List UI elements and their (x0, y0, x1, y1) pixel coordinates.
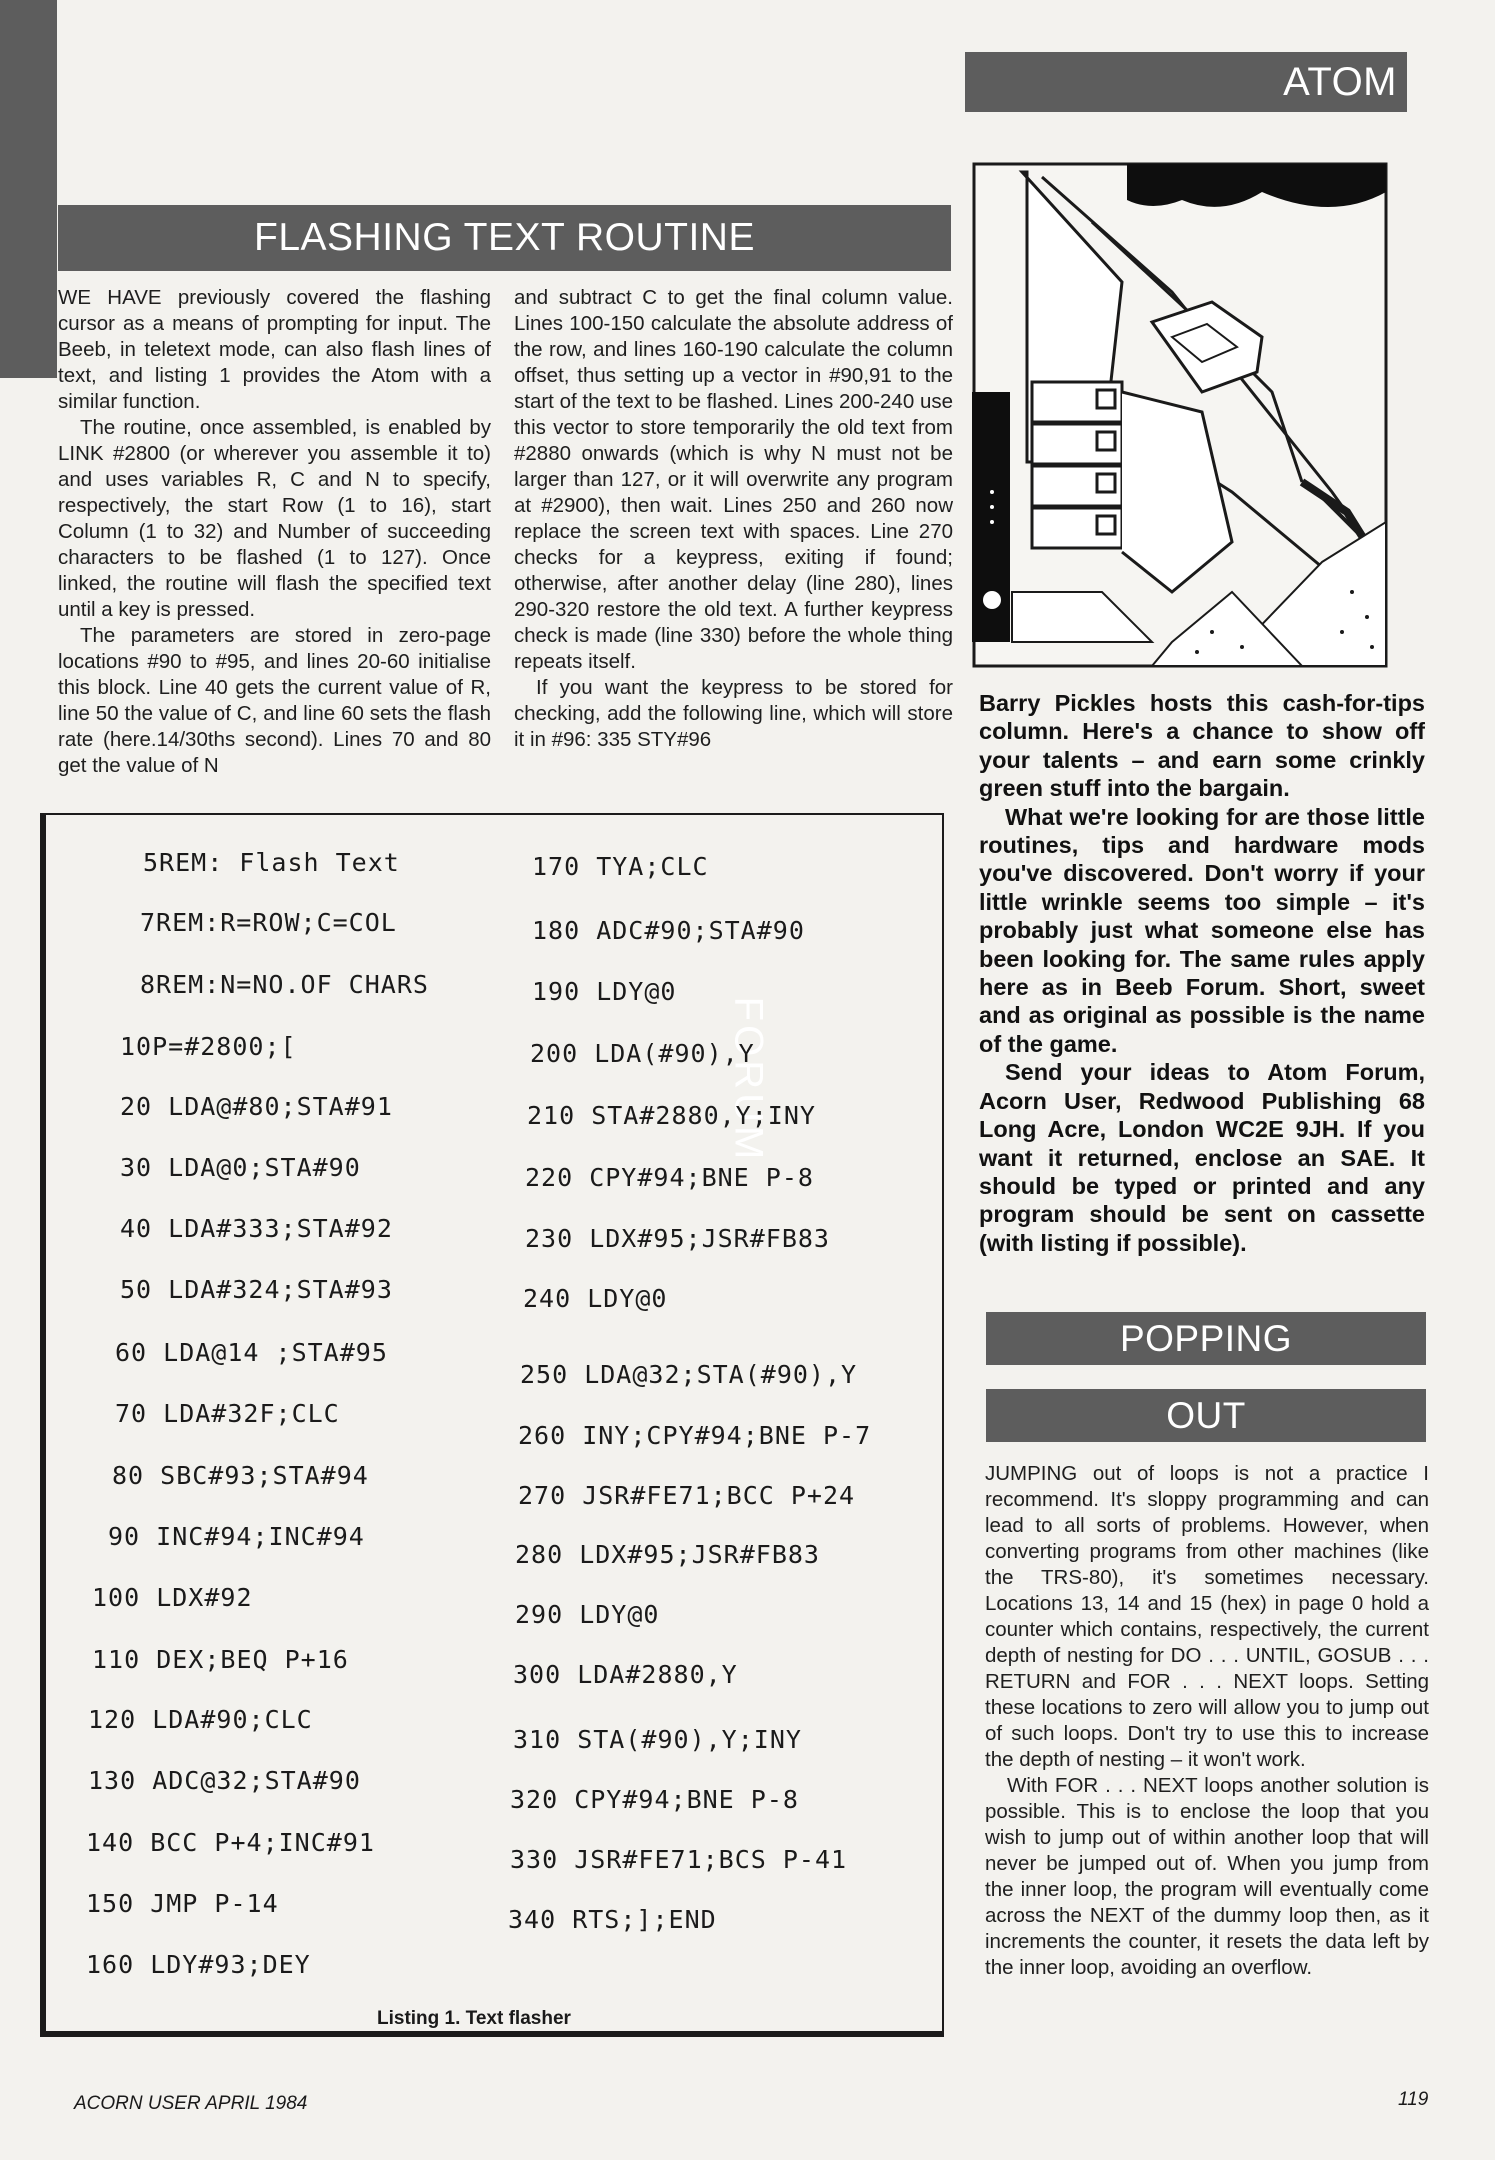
article-column-2 (514, 285, 953, 753)
code-line: 300 LDA#2880,Y (513, 1660, 738, 1689)
page-number: 119 (1398, 2089, 1429, 2110)
forum-label: FORUM (726, 996, 770, 1164)
code-line: 110 DEX;BEQ P+16 (92, 1645, 349, 1674)
article-paragraph: If you want the keypress to be stored for checking, add the following line, which will store it in #96: 335 STY#96 (514, 676, 953, 751)
code-line: 150 JMP P-14 (86, 1889, 279, 1918)
code-line: 100 LDX#92 (92, 1583, 253, 1612)
code-line: 270 JSR#FE71;BCC P+24 (518, 1481, 856, 1510)
magazine-footer: ACORN USER APRIL 1984 (74, 2093, 308, 2114)
code-line: 330 JSR#FE71;BCS P-41 (510, 1845, 848, 1874)
forum-intro-paragraph: Send your ideas to Atom Forum, Acorn User, Redwood Publishing 68 Long Acre, London WC2E 9JH. If you want it returned, enclose an SAE. It should be typed or printed and any program should be sent on cassette (with listing if possible). (979, 1059, 1425, 1256)
code-line: 60 LDA@14 ;STA#95 (115, 1338, 388, 1367)
out-title-text: OUT (1166, 1394, 1246, 1436)
code-line: 260 INY;CPY#94;BNE P-7 (518, 1421, 872, 1450)
section-label: ATOM (1283, 59, 1397, 104)
code-line: 250 LDA@32;STA(#90),Y (520, 1360, 858, 1389)
listing-caption: Listing 1. Text flasher (377, 2008, 571, 2029)
code-line: 120 LDA#90;CLC (88, 1705, 313, 1734)
code-line: 220 CPY#94;BNE P-8 (525, 1163, 814, 1192)
forum-intro-text: What we're looking for are those little routines, tips and hardware mods you've discovered. Don't worry if your little wrinkle seems too simple – it's probably just what someone else has been looking for. The same rules apply here as in (979, 803, 1425, 1001)
hand-computer-illustration (972, 162, 1417, 668)
code-line: 80 SBC#93;STA#94 (112, 1461, 369, 1490)
article-paragraph: WE HAVE previously covered the flashing cursor as a means of prompting for input. The Beeb, in teletext mode, can also flash lines of text, and listing 1 provides the Atom with a similar function. (58, 286, 491, 413)
popping-body (985, 1461, 1429, 1981)
code-line: 200 LDA(#90),Y (530, 1039, 755, 1068)
section-banner-atom (965, 52, 1407, 112)
code-line: 310 STA(#90),Y;INY (513, 1725, 802, 1754)
code-line: 190 LDY@0 (532, 977, 677, 1006)
code-line: 130 ADC@32;STA#90 (88, 1766, 361, 1795)
out-title (986, 1389, 1426, 1442)
code-line: 70 LDA#32F;CLC (115, 1399, 340, 1428)
code-line: 20 LDA@#80;STA#91 (120, 1092, 393, 1121)
code-line: 30 LDA@0;STA#90 (120, 1153, 361, 1182)
code-line: 7REM:R=ROW;C=COL (140, 908, 397, 937)
code-line: 320 CPY#94;BNE P-8 (510, 1785, 799, 1814)
article-title (58, 205, 951, 271)
popping-paragraph: JUMPING out of loops is not a practice I recommend. It's sloppy programming and can lead to all sorts of problems. However, when converting programs from other machines (like the TRS-80), it's sometimes necessary. Locations 13, 14 and 15 (hex) in page 0 hold a counter which contains, respectively, the current depth of nesting for DO . . . UNTIL, GOSUB . . . RETURN and FOR . . . NEXT loops. Setting these locations to zero will allow you to jump out of such loops. Don't try to use this to increase the depth of nesting – it won't work. (985, 1462, 1429, 1771)
code-line: 230 LDX#95;JSR#FB83 (525, 1224, 830, 1253)
article-paragraph: The parameters are stored in zero-page locations #90 to #95, and lines 20-60 initialise this block. Line 40 gets the current value of R, line 50 the value of C, and line 60 sets the flash rate (here.14/30ths second). Lines 70 and 80 get the value of N (58, 624, 491, 777)
forum-intro-paragraph: Barry Pickles hosts this cash-for-tips column. Here's a chance to show off your talents – and earn some crinkly green stuff into the bargain. (979, 690, 1425, 802)
code-line: 90 INC#94;INC#94 (108, 1522, 365, 1551)
article-paragraph: and subtract C to get the final column value. Lines 100-150 calculate the absolute address of the row, and lines 160-190 calculate the column offset, thus setting up a vector in #90,91 to the start of the text to be flashed. Lines 200-240 use this vector to store temporarily the old text from #2880 onwards (which is why N must not be larger than 127, or it will overwrite any program at #2900), then wait. Lines 250 and 260 now replace the screen text with spaces. Line 270 checks for a keypress, exiting if found; otherwise, after another delay (line 280), lines 290-320 restore the old text. A further keypress check is made (line 330) before the whole thing repeats itself. (514, 286, 953, 673)
code-line: 180 ADC#90;STA#90 (532, 916, 805, 945)
code-line: 160 LDY#93;DEY (86, 1950, 311, 1979)
code-line: 210 STA#2880,Y;INY (527, 1101, 816, 1130)
code-line: 290 LDY@0 (515, 1600, 660, 1629)
popping-title-text: POPPING (1119, 1317, 1293, 1359)
popping-paragraph: With FOR . . . NEXT loops another solution is possible. This is to enclose the loop that you wish to jump out of within another loop that will never be jumped out of. When you jump from the inner loop, the program will eventually come across the NEXT of the dummy loop then, as it increments the counter, it resets the data left by the inner loop, avoiding an overflow. (985, 1774, 1429, 1979)
article-paragraph: The routine, once assembled, is enabled by LINK #2800 (or wherever you assemble it to) and uses variables R, C and N to specify, respectively, the start Row (1 to 16), start Column (1 to 32) and Number of succeeding characters to be flashed (1 to 127). Once linked, the routine will flash the specified text until a key is pressed. (58, 416, 491, 621)
code-line: 5REM: Flash Text (143, 848, 400, 877)
code-line: 10P=#2800;[ (120, 1032, 297, 1061)
code-line: 170 TYA;CLC (532, 852, 709, 881)
code-line: 50 LDA#324;STA#93 (120, 1275, 393, 1304)
article-title-text: FLASHING TEXT ROUTINE (254, 216, 755, 259)
forum-intro (979, 689, 1425, 1257)
forum-intro-text: . Short, sweet and as original as possible is the name of the game. (979, 974, 1425, 1057)
code-line: 8REM:N=NO.OF CHARS (140, 970, 429, 999)
code-line: 240 LDY@0 (523, 1284, 668, 1313)
forum-intro-paragraph (979, 803, 1425, 1059)
code-line: 280 LDX#95;JSR#FB83 (515, 1540, 820, 1569)
code-line: 340 RTS;];END (508, 1905, 717, 1934)
code-line: 40 LDA#333;STA#92 (120, 1214, 393, 1243)
beeb-forum-emphasis: Beeb Forum (1115, 974, 1259, 1001)
popping-title (986, 1312, 1426, 1365)
code-line: 140 BCC P+4;INC#91 (86, 1828, 375, 1857)
article-column-1 (58, 285, 491, 779)
